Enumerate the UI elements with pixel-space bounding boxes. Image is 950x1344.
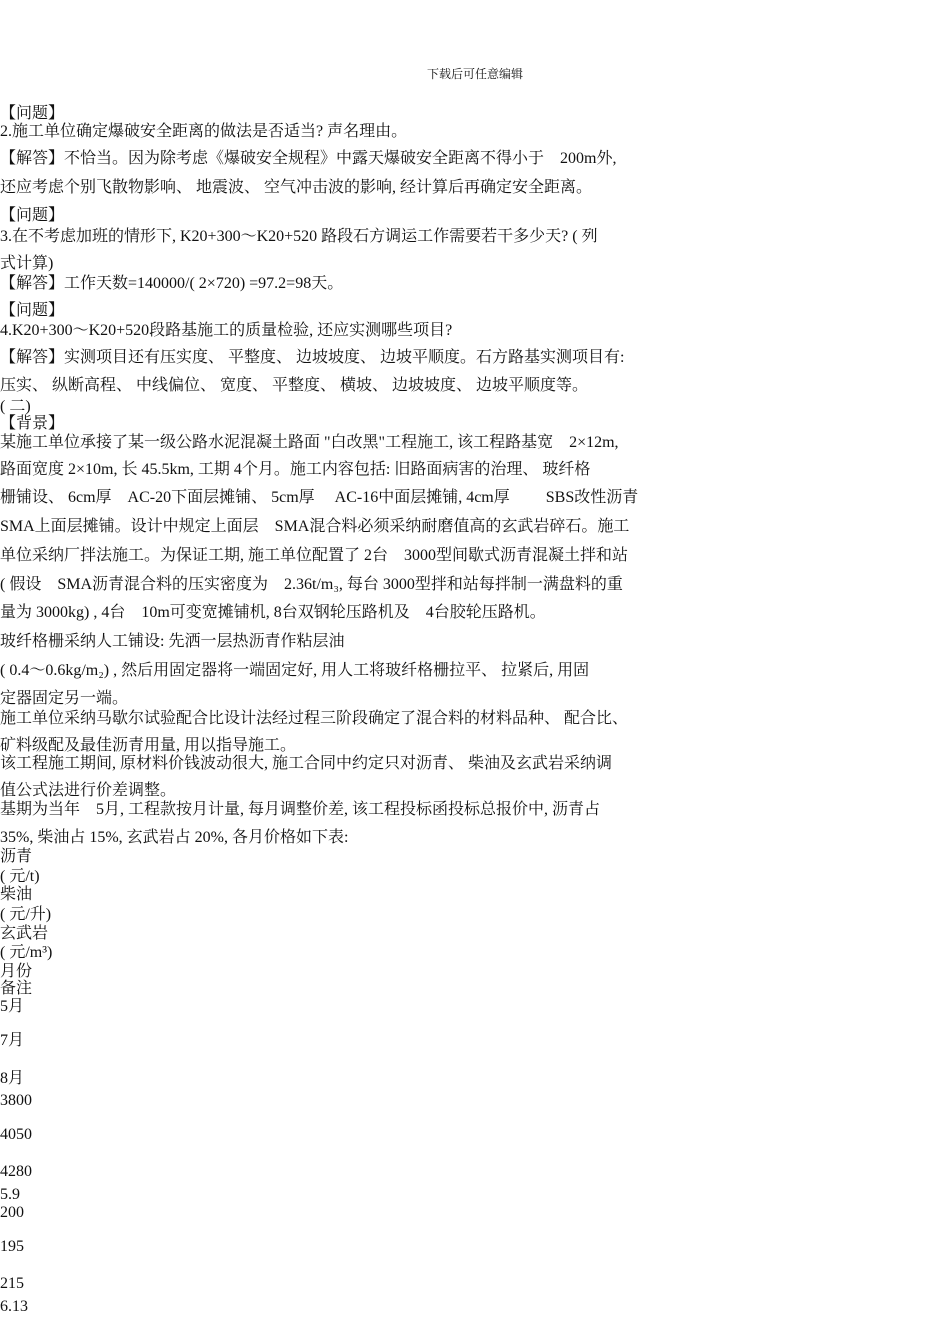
answer-text: 压实、 纵断高程、 中线偏位、 宽度、 平整度、 横坡、 边坡坡度、 边坡平顺度等。 <box>0 377 589 394</box>
background-text: 某施工单位承接了某一级公路水泥混凝土路面 "白改黑"工程施工, 该工程路基宽 2×12m, <box>0 434 619 451</box>
background-text: 路面宽度 2×10m, 长 45.5km, 工期 4个月。施工内容包括: 旧路面病害的治理、 玻纤格 <box>0 461 591 478</box>
background-text: 该工程施工期间, 原材料价钱波动很大, 施工合同中约定只对沥青、 柴油及玄武岩采纳调 <box>0 755 613 772</box>
answer-text: 【解答】不恰当。因为除考虑《爆破安全规程》中露天爆破安全距离不得小于 200m外, <box>0 150 617 167</box>
background-text: ( 假设 SMA沥青混合料的压实密度为 2.36t/m₃, 每台 3000型拌和站每拌制一满盘料的重 <box>0 576 623 593</box>
background-text: 值公式法进行价差调整。 <box>0 782 177 799</box>
background-text: 施工单位采纳马歇尔试验配合比设计法经过程三阶段确定了混合料的材料品种、 配合比、 <box>0 710 629 727</box>
table-cell-diesel-price: 195 <box>0 1238 24 1255</box>
table-header-basalt-unit: ( 元/m³) <box>0 944 53 961</box>
background-text: 玻纤格栅采纳人工铺设: 先洒一层热沥青作粘层油 <box>0 633 345 650</box>
background-text: 基期为当年 5月, 工程款按月计量, 每月调整价差, 该工程投标函投标总报价中, 沥青占 <box>0 801 601 818</box>
answer-text: 还应考虑个别飞散物影响、 地震波、 空气冲击波的影响, 经计算后再确定安全距离。 <box>0 179 593 196</box>
table-cell-value: 5.9 <box>0 1186 20 1203</box>
table-header-month: 月份 <box>0 963 33 980</box>
header-note: 下载后可任意编辑 <box>426 67 523 81</box>
background-text: 35%, 柴油占 15%, 玄武岩占 20%, 各月价格如下表: <box>0 829 349 846</box>
answer-text: 【解答】实测项目还有压实度、 平整度、 边坡坡度、 边坡平顺度。石方路基实测项目有: <box>0 349 625 366</box>
background-text: 栅铺设、 6cm厚 AC-20下面层摊铺、 5cm厚 AC-16中面层摊铺, 4cm厚 SBS改性沥青 <box>0 489 639 506</box>
table-cell-asphalt-price: 4280 <box>0 1163 32 1180</box>
question-text: 2.施工单位确定爆破安全距离的做法是否适当? 声名理由。 <box>0 123 408 140</box>
question-heading: 【问题】 <box>0 207 65 224</box>
section-number: ( 二) <box>0 398 31 415</box>
table-header-diesel: 柴油 <box>0 886 33 903</box>
background-text: 单位采纳厂拌法施工。为保证工期, 施工单位配置了 2台 3000型间歇式沥青混凝土拌和站 <box>0 547 629 564</box>
question-text: 3.在不考虑加班的情形下, K20+300～K20+520 路段石方调运工作需要若干多少天? ( 列 <box>0 228 598 245</box>
table-header-remark: 备注 <box>0 980 33 997</box>
question-heading: 【问题】 <box>0 105 65 122</box>
question-text: 4.K20+300～K20+520段路基施工的质量检验, 还应实测哪些项目? <box>0 322 453 339</box>
background-text: SMA上面层摊铺。设计中规定上面层 SMA混合料必须采纳耐磨值高的玄武岩碎石。施工 <box>0 518 630 535</box>
question-heading: 【问题】 <box>0 302 65 319</box>
table-cell-asphalt-price: 3800 <box>0 1092 32 1109</box>
table-header-asphalt-unit: ( 元/t) <box>0 868 40 885</box>
table-cell-month: 5月 <box>0 998 25 1015</box>
background-text: 定器固定另一端。 <box>0 690 129 707</box>
table-cell-asphalt-price: 4050 <box>0 1126 32 1143</box>
answer-text: 【解答】工作天数=140000/( 2×720) =97.2=98天。 <box>0 275 344 292</box>
table-cell-month: 8月 <box>0 1070 25 1087</box>
question-text: 式计算) <box>0 255 54 272</box>
table-header-diesel-unit: ( 元/升) <box>0 906 52 923</box>
background-heading: 【背景】 <box>0 415 65 432</box>
background-text: ( 0.4～0.6kg/m₂) , 然后用固定器将一端固定好, 用人工将玻纤格栅拉平、 拉紧后, 用固 <box>0 662 590 679</box>
table-cell-diesel-price: 200 <box>0 1204 24 1221</box>
background-text: 量为 3000kg) , 4台 10m可变宽摊铺机, 8台双钢轮压路机及 4台胶轮压路机。 <box>0 604 546 621</box>
table-cell-diesel-price: 215 <box>0 1275 24 1292</box>
table-header-asphalt: 沥青 <box>0 848 33 865</box>
table-cell-month: 7月 <box>0 1032 25 1049</box>
table-cell-value: 6.13 <box>0 1298 28 1315</box>
background-text: 矿料级配及最佳沥青用量, 用以指导施工。 <box>0 737 297 754</box>
table-header-basalt: 玄武岩 <box>0 925 49 942</box>
